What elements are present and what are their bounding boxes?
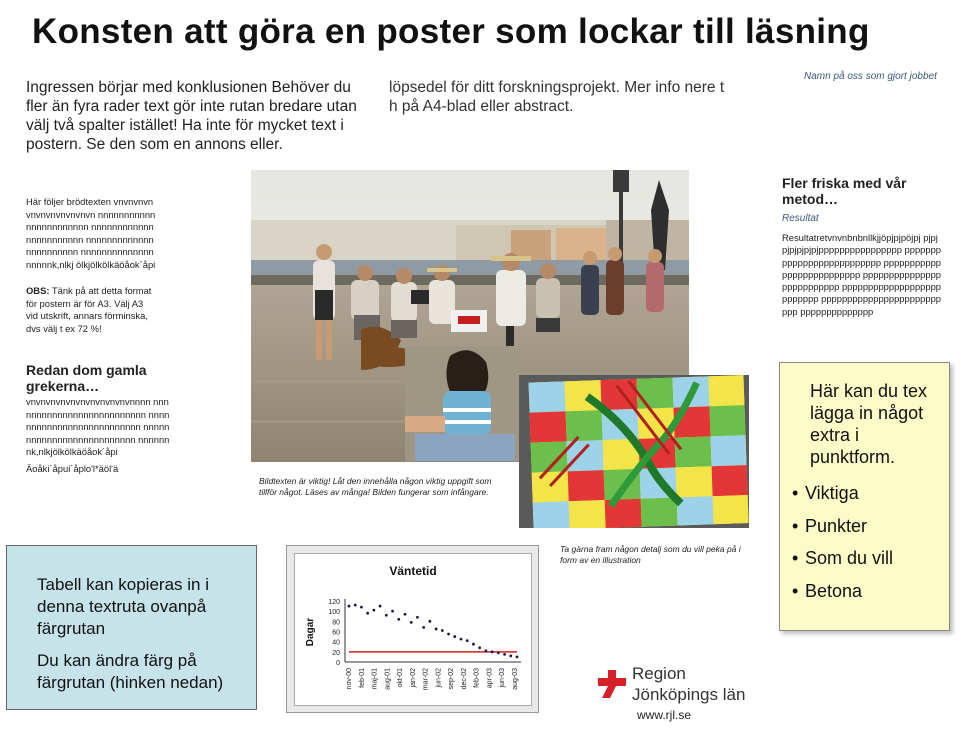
body-text: Här följer brödtexten vnvnvnvnvnvnvnvnvnvnvn nnnnnnnnnnnnnnnnnnnnnnn nnnnnnnnnnnnnnnnnnnnnnn nnnnnnnnnnnnnnnnnnnnnnn nnnnnnnnnnnnnnnnnnnk,nlkj ölkjölkölkäöåok´åpi bbox=[26, 196, 156, 270]
chart-point bbox=[422, 626, 425, 629]
result-label: Resultat bbox=[782, 213, 819, 224]
chart-point bbox=[348, 605, 351, 608]
chart-x-tick-label: jan-02 bbox=[409, 668, 417, 688]
color-info-text: Du kan ändra färg på färgrutan (hinken nedan) bbox=[37, 651, 224, 692]
chart-y-tick-label: 100 bbox=[328, 609, 340, 617]
chart-point bbox=[366, 612, 369, 615]
chart-point bbox=[404, 613, 407, 616]
chart-point bbox=[391, 610, 394, 613]
chart-point bbox=[372, 609, 375, 612]
bullet-item: • Betona bbox=[792, 580, 863, 601]
chart-x-tick-label: sep-02 bbox=[448, 668, 456, 690]
body-text-2a: vnvnvnvnvnvnvnvnvnvnvnnnn nnnnnnnnnnnnnnnnnnnnnnnnnn nnnnnnnnnnnnnnnnnnnnnnnnnn nnnnnnnnnnnnnnnnnnnnnnnnnn nnnnnnnk,nlkjölkölkäöåok´åpi bbox=[26, 396, 170, 457]
chart-x-tick-label: apr-03 bbox=[486, 668, 494, 689]
chart-point bbox=[435, 628, 438, 631]
chart-point bbox=[428, 620, 431, 623]
website-link[interactable]: www.rjl.se bbox=[637, 708, 692, 722]
chart-y-tick-label: 0 bbox=[336, 660, 340, 667]
section-heading-method: Fler friska med vår metod… bbox=[782, 175, 907, 207]
chart-y-tick-label: 60 bbox=[332, 629, 340, 637]
chart-point bbox=[441, 629, 444, 632]
bullet-item: • Punkter bbox=[792, 515, 868, 536]
table-info-text: Tabell kan kopieras in i denna textruta ovanpå färgrutan bbox=[37, 575, 209, 638]
chart-point bbox=[447, 633, 450, 636]
chart-point bbox=[354, 604, 357, 607]
chart-point bbox=[497, 651, 500, 654]
chart-y-tick-label: 40 bbox=[332, 639, 340, 647]
chart-x-tick-label: aug-03 bbox=[512, 668, 519, 690]
chart-x-tick-label: feb-03 bbox=[473, 668, 481, 688]
chart-point bbox=[385, 614, 388, 617]
table-info-box bbox=[6, 545, 257, 710]
chart-point bbox=[416, 616, 419, 619]
bullet-text: Punkter bbox=[805, 515, 868, 536]
obs-text: Tänk på att detta format för postern är för A3. Välj A3 vid utskrift, annars förminska, dvs välj t ex 72 %! bbox=[26, 285, 152, 334]
chart-point bbox=[460, 638, 463, 641]
logo-text-county: Jönköpings län bbox=[632, 685, 746, 704]
extra-info-text: Här kan du tex lägga in något extra i punktform. bbox=[810, 381, 928, 467]
chart-point bbox=[484, 649, 487, 652]
chart-y-tick-label: 20 bbox=[332, 649, 340, 657]
bullet-item: • Viktiga bbox=[792, 483, 859, 503]
chart-plot-area bbox=[328, 599, 521, 690]
chart-area bbox=[294, 553, 532, 706]
chart-y-tick-label: 80 bbox=[332, 619, 340, 627]
body-text-2 bbox=[26, 396, 171, 475]
illustration-caption: Ta gärna fram någon detalj som du vill peka på i form av en illustration bbox=[560, 544, 741, 565]
chart-point bbox=[472, 643, 475, 646]
chart-point bbox=[491, 650, 494, 653]
chart-x-tick-label: nov-00 bbox=[346, 668, 353, 690]
section-heading-greeks: Redan dom gamla grekerna… bbox=[26, 362, 147, 394]
region-logo-icon bbox=[596, 668, 628, 700]
chart-y-axis-label: Dagar bbox=[305, 617, 316, 647]
chart-y-tick-label: 120 bbox=[328, 599, 340, 606]
bullet-item: • Som du vill bbox=[792, 548, 894, 568]
chart-point bbox=[453, 635, 456, 638]
body-text-2b: Äoåki´åpui´åplo'l*äöl'ä bbox=[26, 462, 119, 474]
chart-point bbox=[478, 646, 481, 649]
chart-point bbox=[509, 655, 512, 658]
chart-x-tick-label: maj-01 bbox=[371, 668, 379, 690]
chart-x-tick-label: mar-02 bbox=[422, 668, 430, 691]
author-names: Namn på oss som gjort jobbet bbox=[804, 71, 937, 82]
photo-caption: Bildtexten är viktig! Låt den innehålla någon viktig uppgift som tillför något. Läses av många! Bilden fungerar som infångare. bbox=[259, 476, 492, 497]
photo-seated-girl bbox=[405, 346, 521, 461]
bullet-text: Viktiga bbox=[805, 483, 859, 503]
chart-x-tick-label: dec-02 bbox=[460, 668, 468, 690]
chart-point bbox=[397, 618, 400, 621]
chart-x-tick-label: jun-02 bbox=[435, 668, 443, 688]
result-text: Resultatretvnvnbnbnllkjjöpjpjpöjpj pjpjpjpjpjpjpjpppppppppppppppp pppppppppppppppppppppppppp pppppppppppppppppppppppppp pppppppppppppppppppppppppp pppppppppppppppppppppppppp pppppppppppppppppppppppppp pppppppppppppp bbox=[782, 232, 942, 317]
waiting-time-chart bbox=[295, 554, 531, 705]
chart-x-tick-label: aug-01 bbox=[384, 668, 392, 690]
extra-info-box bbox=[779, 362, 950, 631]
obs-note bbox=[26, 285, 156, 335]
chart-x-tick-label: okt-01 bbox=[397, 668, 405, 688]
bullet-list bbox=[792, 477, 893, 607]
chart-point bbox=[516, 656, 519, 659]
logo-text-region: Region bbox=[632, 664, 686, 683]
photo-board-game bbox=[519, 375, 749, 528]
chart-point bbox=[410, 621, 413, 624]
bullet-text: Som du vill bbox=[805, 548, 894, 568]
chart-point bbox=[503, 653, 506, 656]
chart-frame bbox=[286, 545, 539, 713]
chart-point bbox=[379, 605, 382, 608]
intro-text: Ingressen börjar med konklusionen Behöver du fler än fyra rader text gör inte rutan bredare utan välj två spalter istället! Ha inte för mycket text i postern. Se den som en annons eller. bbox=[26, 79, 357, 153]
chart-x-tick-label: feb-01 bbox=[358, 668, 366, 688]
chart-title: Väntetid bbox=[389, 564, 437, 578]
bullet-text: Betona bbox=[805, 580, 863, 601]
poster-title: Konsten att göra en poster som lockar till läsning bbox=[32, 12, 870, 51]
chart-point bbox=[466, 639, 469, 642]
chart-point bbox=[360, 606, 363, 609]
intro-text-continued: löpsedel för ditt forskningsprojekt. Mer info nere t h på A4-blad eller abstract. bbox=[389, 79, 725, 115]
chart-x-tick-label: jun-03 bbox=[499, 668, 507, 688]
obs-label: OBS: bbox=[26, 285, 50, 296]
